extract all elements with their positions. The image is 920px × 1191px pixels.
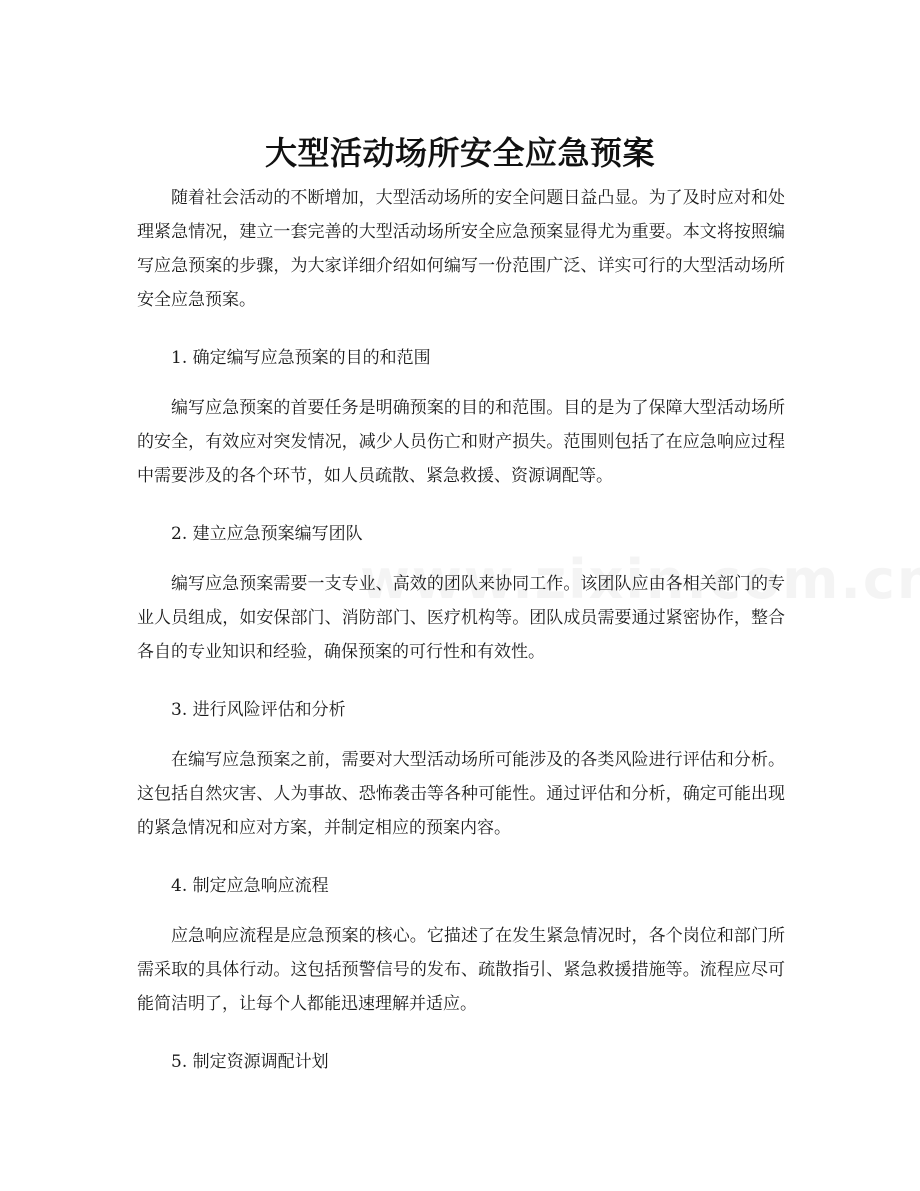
section-body-1: 编写应急预案的首要任务是明确预案的目的和范围。目的是为了保障大型活动场所的安全，有效应对突发情况，减少人员伤亡和财产损失。范围则包括了在应急响应过程中需要涉及的各个环节，如人员疏散、紧急救援、资源调配等。 [137,398,785,486]
section-body-3: 在编写应急预案之前，需要对大型活动场所可能涉及的各类风险进行评估和分析。这包括自然灾害、人为事故、恐怖袭击等各种可能性。通过评估和分析，确定可能出现的紧急情况和应对方案，并制定相应的预案内容。 [137,750,785,838]
section-heading-2: 2. 建立应急预案编写团队 [171,524,363,544]
intro-paragraph: 随着社会活动的不断增加，大型活动场所的安全问题日益凸显。为了及时应对和处理紧急情况，建立一套完善的大型活动场所安全应急预案显得尤为重要。本文将按照编写应急预案的步骤，为大家详细介绍如何编写一份范围广泛、详实可行的大型活动场所安全应急预案。 [137,188,785,310]
section-heading-1: 1. 确定编写应急预案的目的和范围 [171,348,431,368]
section-body-4: 应急响应流程是应急预案的核心。它描述了在发生紧急情况时，各个岗位和部门所需采取的具体行动。这包括预警信号的发布、疏散指引、紧急救援措施等。流程应尽可能简洁明了，让每个人都能迅速理解并适应。 [137,926,785,1014]
section-heading-3: 3. 进行风险评估和分析 [171,700,346,720]
document-title: 大型活动场所安全应急预案 [264,134,655,173]
section-body-2: 编写应急预案需要一支专业、高效的团队来协同工作。该团队应由各相关部门的专业人员组成，如安保部门、消防部门、医疗机构等。团队成员需要通过紧密协作，整合各自的专业知识和经验，确保预案的可行性和有效性。 [137,574,785,662]
section-heading-5: 5. 制定资源调配计划 [171,1052,329,1072]
document-body [137,181,785,1079]
section-heading-4: 4. 制定应急响应流程 [171,876,329,896]
